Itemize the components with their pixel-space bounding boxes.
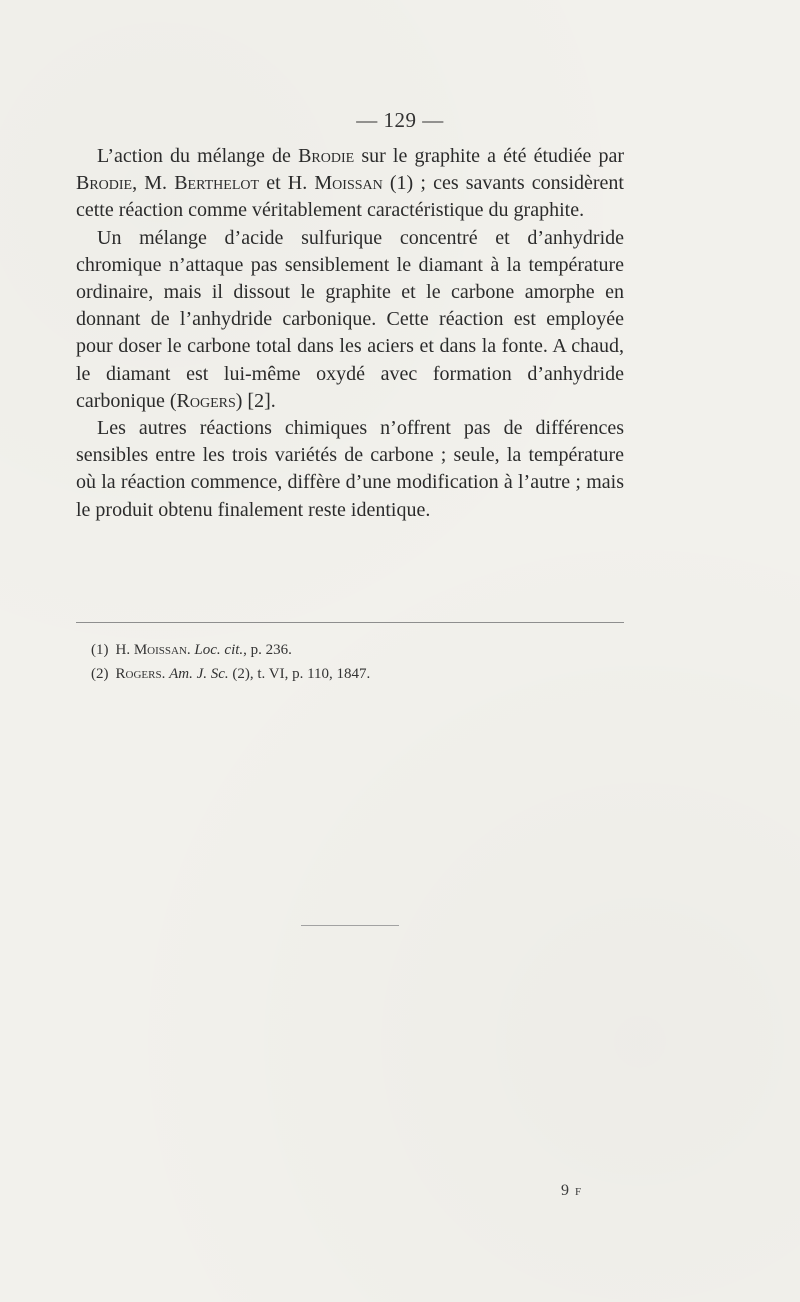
signature-number: 9 xyxy=(561,1182,570,1199)
end-divider xyxy=(301,925,399,926)
footnote-post: . xyxy=(186,642,195,658)
signature-letter: F xyxy=(575,1186,583,1198)
footnote-rest: , p. 236. xyxy=(243,642,292,658)
paragraph-2-text-1: Un mélange d’acide sulfurique concentré et d’anhydride chromique n’attaque pas sensiblement le diamant à la température ordinaire, mais il dissout le graphite et le carbone amorphe en donnant de l’anhydride carbonique. Cette réaction est employée pour doser le carbone total dans les aciers et dans la fonte. A chaud, le diamant est lui-même oxydé avec formation d’anhydride carbonique ( xyxy=(76,226,624,412)
paragraph-2 xyxy=(76,225,624,415)
footnote-rest: (2), t. VI, p. 110, 1847. xyxy=(228,666,371,682)
page-number: — 129 — xyxy=(356,108,444,132)
footnote-italic: Am. J. Sc. xyxy=(169,666,229,682)
paragraph-1-text-4: et H. xyxy=(259,172,315,195)
author-brodie-2: Brodie xyxy=(76,172,133,195)
paragraph-3 xyxy=(76,415,624,524)
footnote-author: Moissan xyxy=(133,642,187,658)
footnotes xyxy=(91,638,611,686)
author-berthelot: Berthelot xyxy=(174,172,260,195)
author-brodie-1: Brodie xyxy=(298,145,355,167)
footnote-2 xyxy=(91,662,611,686)
author-moissan: Moissan xyxy=(314,172,383,195)
paragraph-1-text-1: L’action du mélange de xyxy=(97,145,299,167)
footnote-pre: H. xyxy=(115,642,134,658)
paragraph-1-text-3: , M. xyxy=(132,172,175,195)
paragraph-1-text-2: sur le graphite a été étudiée par xyxy=(354,145,625,167)
footnote-italic: Loc. cit. xyxy=(194,642,244,658)
body-text xyxy=(76,143,624,524)
signature-mark xyxy=(561,1182,582,1200)
footnote-1 xyxy=(91,638,611,662)
footnote-post: . xyxy=(161,666,170,682)
footnote-number: (2) xyxy=(91,666,109,682)
footnote-number: (1) xyxy=(91,642,109,658)
paragraph-3-text: Les autres réactions chimiques n’offrent pas de différences sensibles entre les trois variétés de carbone ; seule, la température où la réaction commence, diffère d’une modification à l’autre ; mais le produit obtenu finalement reste identique. xyxy=(76,417,624,521)
page-header xyxy=(0,108,800,133)
footnote-divider xyxy=(76,622,624,623)
paragraph-2-text-2: ) [2]. xyxy=(235,389,276,412)
author-rogers: Rogers xyxy=(176,389,236,412)
paragraph-1-text-5: (1) ; ces savants considèrent cette réaction comme véritablement caractéristique du graphite. xyxy=(76,172,624,222)
paragraph-1 xyxy=(76,143,624,225)
footnote-author: Rogers xyxy=(115,666,162,682)
